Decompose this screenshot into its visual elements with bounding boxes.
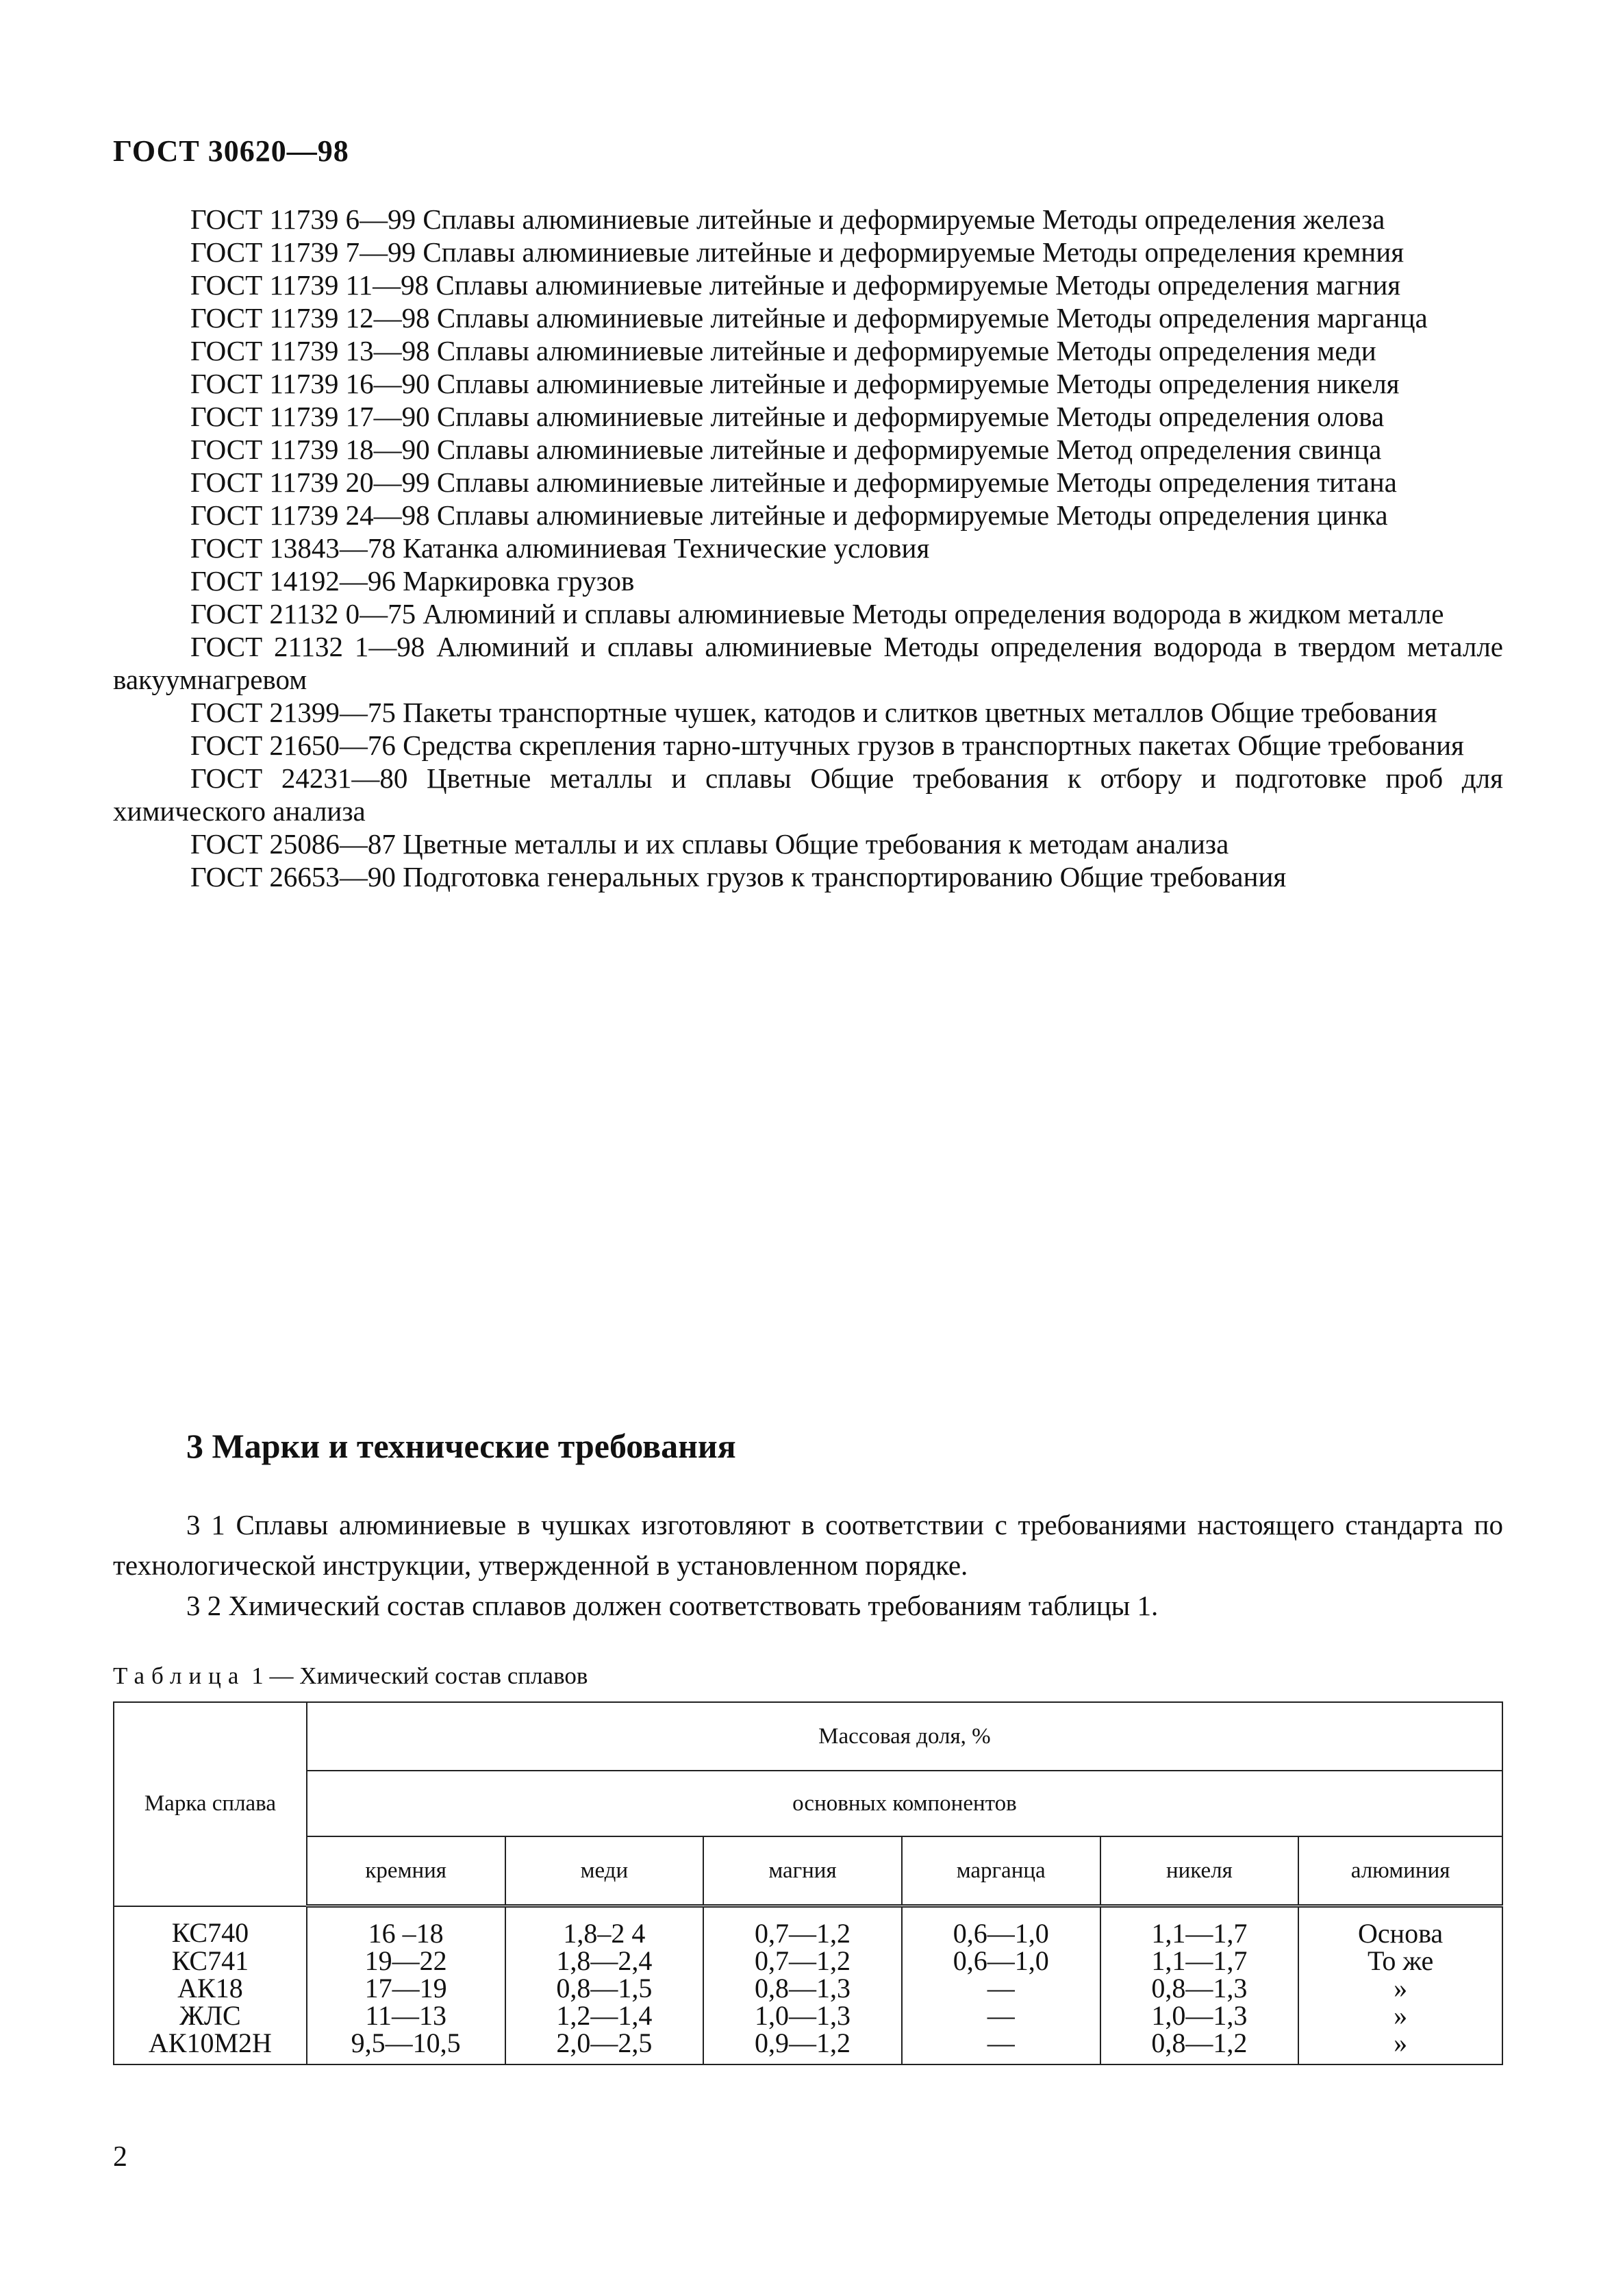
reference-item: ГОСТ 14192—96 Маркировка грузов — [190, 565, 635, 597]
cell-silicon: 16 –18 — [307, 1906, 505, 1948]
cell-grade: КС741 — [114, 1947, 307, 1975]
reference-item: ГОСТ 11739 13—98 Сплавы алюминиевые литейные и деформируемые Методы определения меди — [190, 335, 1376, 366]
column-header-silicon: кремния — [307, 1836, 505, 1906]
cell-grade: ЖЛС — [114, 2002, 307, 2030]
cell-magnesium: 1,0—1,3 — [703, 2002, 902, 2030]
cell-copper: 1,2—1,4 — [505, 2002, 704, 2030]
cell-magnesium: 0,7—1,2 — [703, 1906, 902, 1948]
reference-item: ГОСТ 11739 11—98 Сплавы алюминиевые литейные и деформируемые Методы определения магния — [190, 269, 1401, 301]
document-header: ГОСТ 30620—98 — [113, 134, 349, 168]
cell-copper: 2,0—2,5 — [505, 2030, 704, 2064]
column-header-grade: Марка сплава — [114, 1702, 307, 1906]
reference-item: ГОСТ 11739 17—90 Сплавы алюминиевые литейные и деформируемые Методы определения олова — [190, 401, 1385, 432]
section-body — [113, 1505, 1503, 1626]
cell-nickel: 0,8—1,3 — [1100, 1975, 1299, 2002]
cell-copper: 0,8—1,5 — [505, 1975, 704, 2002]
table-row — [114, 1947, 1502, 1975]
reference-item: ГОСТ 24231—80 Цветные металлы и сплавы Общие требования к отбору и подготовке проб для химического анализа — [113, 762, 1503, 827]
cell-manganese: — — [902, 2002, 1100, 2030]
reference-item: ГОСТ 11739 18—90 Сплавы алюминиевые литейные и деформируемые Метод определения свинца — [190, 434, 1382, 465]
cell-aluminium: » — [1298, 2002, 1502, 2030]
column-header-magnesium: магния — [703, 1836, 902, 1906]
cell-aluminium: То же — [1298, 1947, 1502, 1975]
cell-manganese: — — [902, 2030, 1100, 2064]
cell-silicon: 11—13 — [307, 2002, 505, 2030]
reference-item: ГОСТ 11739 24—98 Сплавы алюминиевые литейные и деформируемые Методы определения цинка — [190, 499, 1388, 531]
cell-aluminium: » — [1298, 2030, 1502, 2064]
reference-item: ГОСТ 11739 7—99 Сплавы алюминиевые литейные и деформируемые Методы определения кремния — [190, 236, 1405, 268]
cell-manganese: — — [902, 1975, 1100, 2002]
cell-grade: АК18 — [114, 1975, 307, 2002]
cell-manganese: 0,6—1,0 — [902, 1947, 1100, 1975]
reference-item: ГОСТ 11739 16—90 Сплавы алюминиевые литейные и деформируемые Методы определения никеля — [190, 368, 1400, 399]
cell-aluminium: Основа — [1298, 1906, 1502, 1948]
reference-item: ГОСТ 11739 6—99 Сплавы алюминиевые литейные и деформируемые Методы определения железа — [190, 203, 1385, 235]
cell-magnesium: 0,9—1,2 — [703, 2030, 902, 2064]
cell-silicon: 17—19 — [307, 1975, 505, 2002]
paragraph: 3 2 Химический состав сплавов должен соответствовать требованиям таблицы 1. — [186, 1590, 1159, 1621]
cell-nickel: 1,1—1,7 — [1100, 1906, 1299, 1948]
reference-item: ГОСТ 21650—76 Средства скрепления тарно-штучных грузов в транспортных пакетах Общие требования — [190, 729, 1464, 761]
reference-item: ГОСТ 21132 1—98 Алюминий и сплавы алюминиевые Методы определения водорода в твердом металле вакуумнагревом — [113, 631, 1503, 695]
table-caption-text: 1 — Химический состав сплавов — [251, 1662, 588, 1689]
table-row — [114, 1906, 1502, 1948]
column-header-manganese: марганца — [902, 1836, 1100, 1906]
group-header-main-components: основных компонентов — [307, 1771, 1502, 1836]
cell-copper: 1,8–2 4 — [505, 1906, 704, 1948]
column-header-copper: меди — [505, 1836, 704, 1906]
reference-item: ГОСТ 21132 0—75 Алюминий и сплавы алюминиевые Методы определения водорода в жидком металле — [190, 598, 1444, 629]
cell-grade: АК10М2Н — [114, 2030, 307, 2064]
page-number: 2 — [113, 2141, 127, 2173]
cell-aluminium: » — [1298, 1975, 1502, 2002]
reference-item: ГОСТ 26653—90 Подготовка генеральных грузов к транспортированию Общие требования — [190, 861, 1287, 893]
cell-nickel: 1,0—1,3 — [1100, 2002, 1299, 2030]
table-caption-label: Таблица — [113, 1662, 246, 1689]
table-row — [114, 2030, 1502, 2064]
column-header-nickel: никеля — [1100, 1836, 1299, 1906]
cell-silicon: 9,5—10,5 — [307, 2030, 505, 2064]
reference-item: ГОСТ 13843—78 Катанка алюминиевая Технические условия — [190, 532, 930, 564]
chemical-composition-table — [113, 1701, 1503, 2065]
cell-magnesium: 0,8—1,3 — [703, 1975, 902, 2002]
cell-magnesium: 0,7—1,2 — [703, 1947, 902, 1975]
reference-item: ГОСТ 21399—75 Пакеты транспортные чушек, катодов и слитков цветных металлов Общие требования — [190, 697, 1437, 728]
normative-references — [113, 203, 1503, 893]
group-header-mass-fraction: Массовая доля, % — [307, 1702, 1502, 1771]
table-row — [114, 2002, 1502, 2030]
cell-silicon: 19—22 — [307, 1947, 505, 1975]
table-row — [114, 1975, 1502, 2002]
section-title: 3 Марки и технические требования — [186, 1427, 736, 1465]
cell-grade: КС740 — [114, 1906, 307, 1948]
reference-item: ГОСТ 25086—87 Цветные металлы и их сплавы Общие требования к методам анализа — [190, 828, 1229, 860]
table-caption — [113, 1662, 588, 1690]
paragraph: 3 1 Сплавы алюминиевые в чушках изготовляют в соответствии с требованиями настоящего стандарта по технологической инструкции, утвержденной в установленном порядке. — [113, 1509, 1503, 1581]
reference-item: ГОСТ 11739 12—98 Сплавы алюминиевые литейные и деформируемые Методы определения марганца — [190, 302, 1428, 334]
reference-item: ГОСТ 11739 20—99 Сплавы алюминиевые литейные и деформируемые Методы определения титана — [190, 466, 1397, 498]
cell-nickel: 0,8—1,2 — [1100, 2030, 1299, 2064]
column-header-aluminium: алюминия — [1298, 1836, 1502, 1906]
cell-nickel: 1,1—1,7 — [1100, 1947, 1299, 1975]
cell-copper: 1,8—2,4 — [505, 1947, 704, 1975]
cell-manganese: 0,6—1,0 — [902, 1906, 1100, 1948]
